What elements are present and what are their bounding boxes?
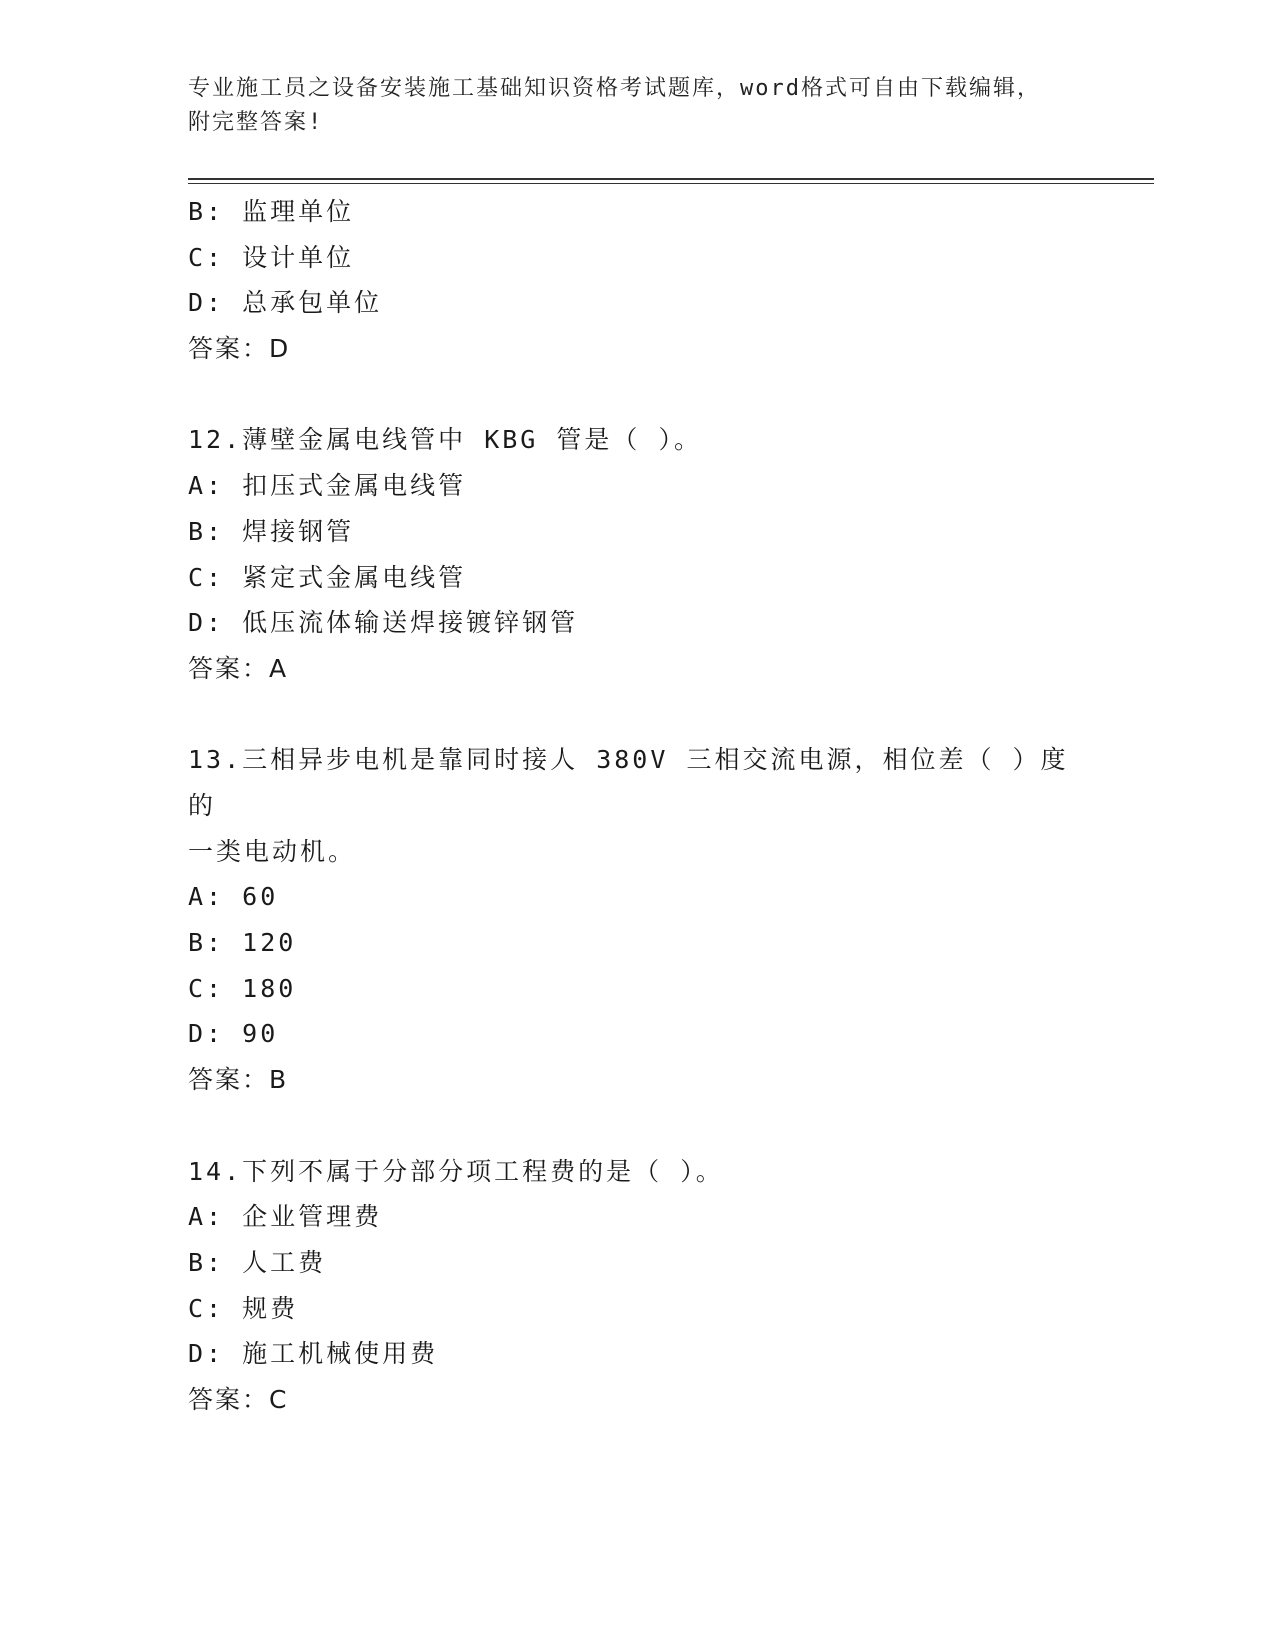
option-c: C: 设计单位 [188, 242, 355, 272]
question-11-continued [188, 189, 1088, 372]
question-stem: 12.薄壁金属电线管中 KBG 管是（ ）。 [188, 425, 702, 455]
option-a: A: 扣压式金属电线管 [188, 471, 467, 501]
answer: 答案：A [188, 653, 289, 683]
option-a: A: 企业管理费 [188, 1202, 383, 1232]
header-line-1: 专业施工员之设备安装施工基础知识资格考试题库，word格式可自由下载编辑， [188, 76, 1041, 101]
option-d: D: 施工机械使用费 [188, 1339, 439, 1369]
question-list [188, 189, 1088, 1423]
option-d: D: 总承包单位 [188, 288, 383, 318]
question-stem-continued: 一类电动机。 [188, 836, 357, 866]
question-stem: 13.三相异步电机是靠同时接人 380V 三相交流电源，相位差（ ）度的 [188, 745, 1069, 820]
question-12 [188, 417, 1088, 691]
option-c: C: 180 [188, 973, 297, 1003]
option-b: B: 焊接钢管 [188, 516, 355, 546]
header-line-2: 附完整答案! [188, 110, 324, 135]
question-13 [188, 737, 1088, 1103]
question-spacer [188, 692, 1088, 738]
option-b: B: 人工费 [188, 1247, 327, 1277]
option-d: D: 低压流体输送焊接镀锌钢管 [188, 608, 579, 638]
option-b: B: 监理单位 [188, 197, 355, 226]
option-a: A: 60 [188, 882, 279, 912]
header-divider-thin [188, 183, 1154, 184]
question-spacer [188, 1103, 1088, 1149]
question-spacer [188, 372, 1088, 418]
question-stem: 14.下列不属于分部分项工程费的是（ ）。 [188, 1156, 724, 1186]
header-divider-thick [188, 178, 1154, 180]
answer: 答案：D [188, 334, 291, 364]
answer: 答案：C [188, 1384, 289, 1414]
question-14 [188, 1149, 1088, 1423]
option-d: D: 90 [188, 1019, 279, 1049]
option-c: C: 紧定式金属电线管 [188, 562, 467, 592]
option-c: C: 规费 [188, 1293, 299, 1323]
answer: 答案：B [188, 1065, 289, 1095]
document-header [188, 72, 1068, 140]
option-b: B: 120 [188, 928, 297, 958]
